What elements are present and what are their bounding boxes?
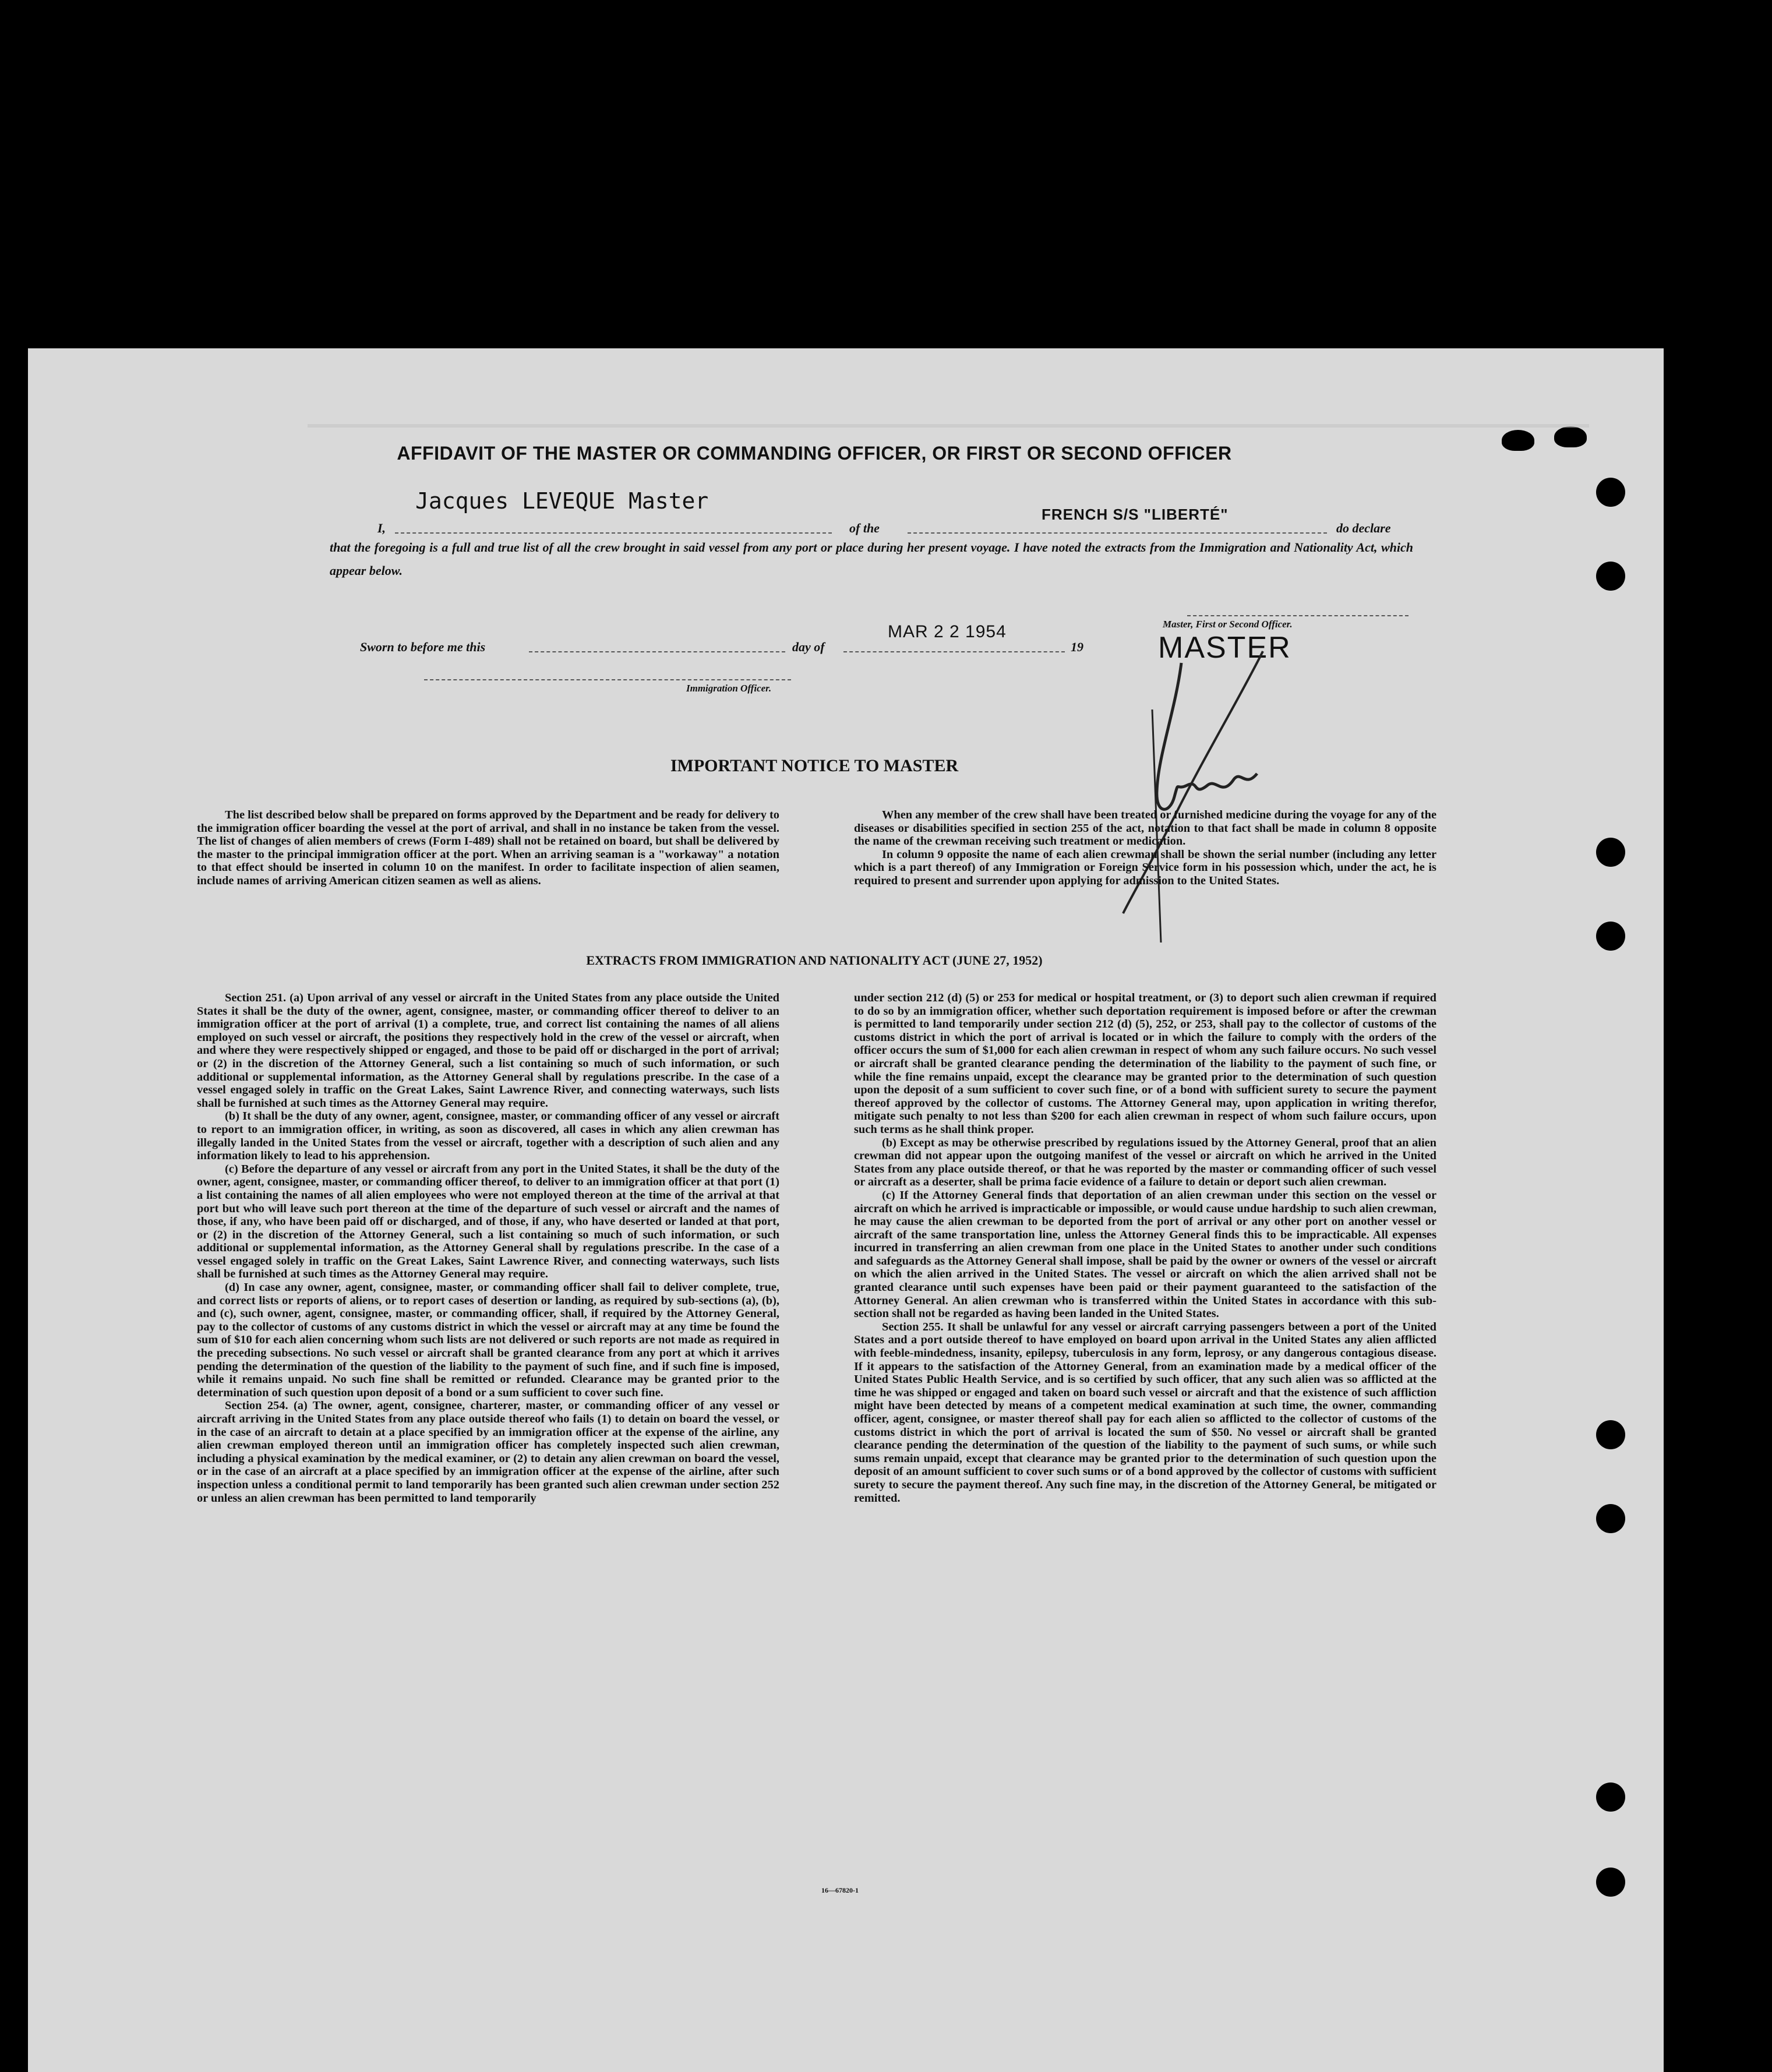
master-signature [1088, 640, 1368, 943]
section-254c: (c) If the Attorney General finds that deportation of an alien crewman under this section on the vessel or aircraft on which he arrived is impracticable or impossible, or would cause undue hardship to such alien crewman, he may cause the alien crewman to be deported from the port of arrival or any other port on another vessel or aircraft of the same transportation line, unless the Attorney General finds this to be impracticable. All expenses incurred in transferring an alien crewman from one place in the United States to another under such conditions and safeguards as the Attorney General shall impose, shall be paid by the owner or owners of the vessel or aircraft on which the alien arrived in the United States. The vessel or aircraft on which the alien arrived shall not be granted clearance until such expenses have been paid or their payment guaranteed to the satisfaction of the Attorney General. An alien crewman who is transferred within the United States in accordance with this sub-section shall not be regarded as having been landed in the United States. [854, 1188, 1436, 1321]
section-251c: (c) Before the departure of any vessel or aircraft from any port in the United States, it shall be the duty of the owner, agent, consignee, master, or commanding officer thereof, to deliver to an immigration officer at that port (1) a list containing the names of all alien employees who were not employed thereon at the time of the arrival at that port but who will leave such port thereon at the time of the departure of such vessel or aircraft and the names of those, if any, who have been paid off or discharged, and of those, if any, who have deserted or landed at that port, or (2) in the discretion of the Attorney General, such a list containing so much of such information, or such additional or supplemental information, as the Attorney General shall by regulations prescribe. In the case of a vessel engaged solely in traffic on the Great Lakes, Saint Lawrence River, and connecting waterways, such lists shall be furnished at such times as the Attorney General may require. [197, 1162, 779, 1281]
notice-heading: IMPORTANT NOTICE TO MASTER [670, 756, 959, 775]
section-255: Section 255. It shall be unlawful for any vessel or aircraft carrying passengers between a port of the United States and a port outside thereof to have employed on board upon arrival in the United States any alien afflicted with feeble-mindedness, insanity, epilepsy, tuberculosis in any form, leprosy, or any dangerous contagious disease. If it appears to the satisfaction of the Attorney General, from an examination made by a medical officer of the United States Public Health Service, and is so certified by such officer, that any such alien was so afflicted at the time he was shipped or engaged and taken on board such vessel or aircraft and that the existence of such affliction might have been detected by means of a competent medical examination at such time, the owner, commanding officer, agent, consignee, or master thereof shall pay for each alien so afflicted to the collector of customs of the customs district in which the port of arrival is located the sum of $50. No vessel or aircraft shall be granted clearance pending the determination of the question of the liability to the payment of such sums, or while such sums remain unpaid, except that clearance may be granted prior to the determination of such question upon the deposit of an amount sufficient to cover such sums or of a bond approved by the collector of customs with sufficient surety to secure the payment thereof. Any such fine may, in the discretion of the Attorney General, be mitigated or remitted. [854, 1320, 1436, 1505]
of-the-label: of the [849, 521, 880, 535]
declarant-line [395, 532, 832, 534]
day-of-label: day of [792, 640, 825, 654]
notice-right-text-1: When any member of the crew shall have been treated or furnished medicine during the voyage for any of the diseases or disabilities specified in section 255 of the act, notation to that fact shall be made in column 8 opposite the name of the crewman receiving such treatment or medication. [854, 809, 1436, 848]
extracts-heading: EXTRACTS FROM IMMIGRATION AND NATIONALITY ACT (JUNE 27, 1952) [586, 953, 1043, 968]
vessel-name: FRENCH S/S "LIBERTÉ" [1042, 506, 1229, 523]
extracts-left-column [197, 991, 779, 1505]
extracts-right-column [854, 991, 1436, 1505]
affidavit-title: AFFIDAVIT OF THE MASTER OR COMMANDING OFFICER, OR FIRST OR SECOND OFFICER [397, 443, 1232, 464]
notice-right-text-2: In column 9 opposite the name of each alien crewman shall be shown the serial number (including any letter which is a part thereof) of any Immigration or Foreign Service form in his possession which, under the act, he is required to present and surrender upon applying for admission to the United States. [854, 848, 1436, 887]
form-code: 16—67820-1 [821, 1886, 859, 1894]
master-stamp: MASTER [1158, 631, 1291, 665]
punch-hole [1596, 1868, 1625, 1897]
declaration-statement: that the foregoing is a full and true list of all the crew brought in said vessel from any port or place during her present voyage. I have noted the extracts from the Immigration and Nationality Act, which appear below. [330, 540, 1413, 578]
i-label: I, [377, 521, 386, 535]
form-page [28, 348, 1664, 2072]
punch-hole [1596, 1782, 1625, 1812]
sworn-label: Sworn to before me this [360, 640, 486, 654]
section-254a-continued: under section 212 (d) (5) or 253 for medical or hospital treatment, or (3) to deport such alien crewman if required to do so by an immigration officer, whether such deportation requirement is imposed before or after the crewman is permitted to land temporarily under section 212 (d) (5), 252, or 253, shall pay to the collector of customs of the customs district in which the port of arrival is located or in which the failure to comply with the orders of the officer occurs the sum of $1,000 for each alien crewman in respect of whom any such failure occurs. No such vessel or aircraft shall be granted clearance pending the determination of the liability to the payment of such fine, or while the fine remains unpaid, except the clearance may be granted prior to the determination of such question upon the deposit of a sum sufficient to cover such fine, or of a bond with sufficient surety to secure the payment thereof approved by the collector of customs. The Attorney General may, upon application in writing therefor, mitigate such penalty to not less than $200 for each alien crewman in respect of whom such failure occurs, upon such terms as he shall think proper. [854, 991, 1436, 1136]
date-stamp: MAR 2 2 1954 [888, 622, 1007, 641]
notice-right [854, 809, 1436, 888]
master-signature-line [1187, 615, 1409, 616]
officer-caption: Immigration Officer. [686, 683, 772, 694]
punch-hole [1596, 1420, 1625, 1449]
date-line [843, 651, 1065, 652]
section-251b: (b) It shall be the duty of any owner, agent, consignee, master, or commanding officer of any vessel or aircraft to report to an immigration officer, in writing, as soon as discovered, all cases in which any alien crewman has illegally landed in the United States from the vessel or aircraft, together with a description of such alien and any information likely to lead to his apprehension. [197, 1110, 779, 1163]
section-254b: (b) Except as may be otherwise prescribed by regulations issued by the Attorney General, proof that an alien crewman did not appear upon the outgoing manifest of the vessel or aircraft on which he arrived in the United States from any place outside thereof, or that he was reported by the master or commanding officer of such vessel or aircraft as a deserter, shall be prima facie evidence of a failure to detain or deport such alien crewman. [854, 1136, 1436, 1189]
sworn-day-line [529, 651, 785, 652]
immigration-officer-line [424, 679, 791, 680]
punch-hole [1596, 922, 1625, 951]
section-251d: (d) In case any owner, agent, consignee, master, or commanding officer shall fail to deliver complete, true, and correct lists or reports of aliens, or to report cases of desertion or landing, as required by sub-sections (a), (b), and (c), such owner, agent, consignee, master, or commanding officer, shall, if required by the Attorney General, pay to the collector of customs of any customs district in which the vessel or aircraft may at any time be found the sum of $10 for each alien concerning whom such lists are not delivered or such reports are not made as required in the preceding subsections. No such vessel or aircraft shall be granted clearance from any port at which it arrives pending the determination of the question of the liability to the payment of such fine, and if such fine is imposed, while it remains unpaid. No such fine shall be remitted or refunded. Clearance may be granted prior to the determination of such question upon deposit of a bond or a sum sufficient to cover such fine. [197, 1281, 779, 1399]
punch-hole [1596, 562, 1625, 591]
declarant-name: Jacques LEVEQUE Master [415, 488, 709, 514]
section-254a: Section 254. (a) The owner, agent, consignee, charterer, master, or commanding officer of any vessel or aircraft arriving in the United States from any place outside thereof who fails (1) to detain on board the vessel, or in the case of an aircraft to detain at a place specified by an immigration officer at the expense of the airline, any alien crewman employed thereon until an immigration officer has completely inspected such alien crewman, including a physical examination by the medical examiner, or (2) to detain any alien crewman on board the vessel, or in the case of an aircraft at a place specified by an immigration officer at the expense of the airline, after such inspection unless a conditional permit to land temporarily has been granted such alien crewman under section 252 or unless an alien crewman has been permitted to land temporarily [197, 1399, 779, 1505]
punch-hole [1596, 838, 1625, 867]
bleed-through-marks [308, 424, 1589, 445]
year-prefix: 19 [1071, 640, 1083, 654]
do-declare-label: do declare [1336, 521, 1391, 535]
section-251a: Section 251. (a) Upon arrival of any vessel or aircraft in the United States from any place outside the United States it shall be the duty of the owner, agent, consignee, master, or commanding officer thereof to deliver to an immigration officer at the port of arrival (1) a complete, true, and correct list containing the names of all aliens employed on such vessel or aircraft, the positions they respectively hold in the crew of the vessel or aircraft, when and where they were respectively shipped or engaged, and those to be paid off or discharged in the port of arrival; or (2) in the discretion of the Attorney General, such a list containing so much of such information, or such additional or supplemental information, as the Attorney General shall by regulations prescribe. In the case of a vessel engaged solely in traffic on the Great Lakes, Saint Lawrence River, and connecting waterways, such lists shall be furnished at such times as the Attorney General may require. [197, 991, 779, 1110]
master-caption: Master, First or Second Officer. [1163, 619, 1293, 630]
notice-left [197, 809, 779, 888]
notice-left-text: The list described below shall be prepared on forms approved by the Department and be ready for delivery to the immigration officer boarding the vessel at the port of arrival, and shall in no instance be taken from the vessel. The list of changes of alien members of crews (Form I-489) shall not be retained on board, but shall be delivered by the master to the principal immigration officer at the port. When an arriving seaman is a "workaway" a notation to that effect should be inserted in column 10 on the manifest. In order to facilitate inspection of alien seamen, include names of arriving American citizen seamen as well as aliens. [197, 809, 779, 887]
vessel-line [908, 532, 1327, 534]
punch-hole [1596, 1504, 1625, 1533]
punch-hole [1596, 478, 1625, 507]
